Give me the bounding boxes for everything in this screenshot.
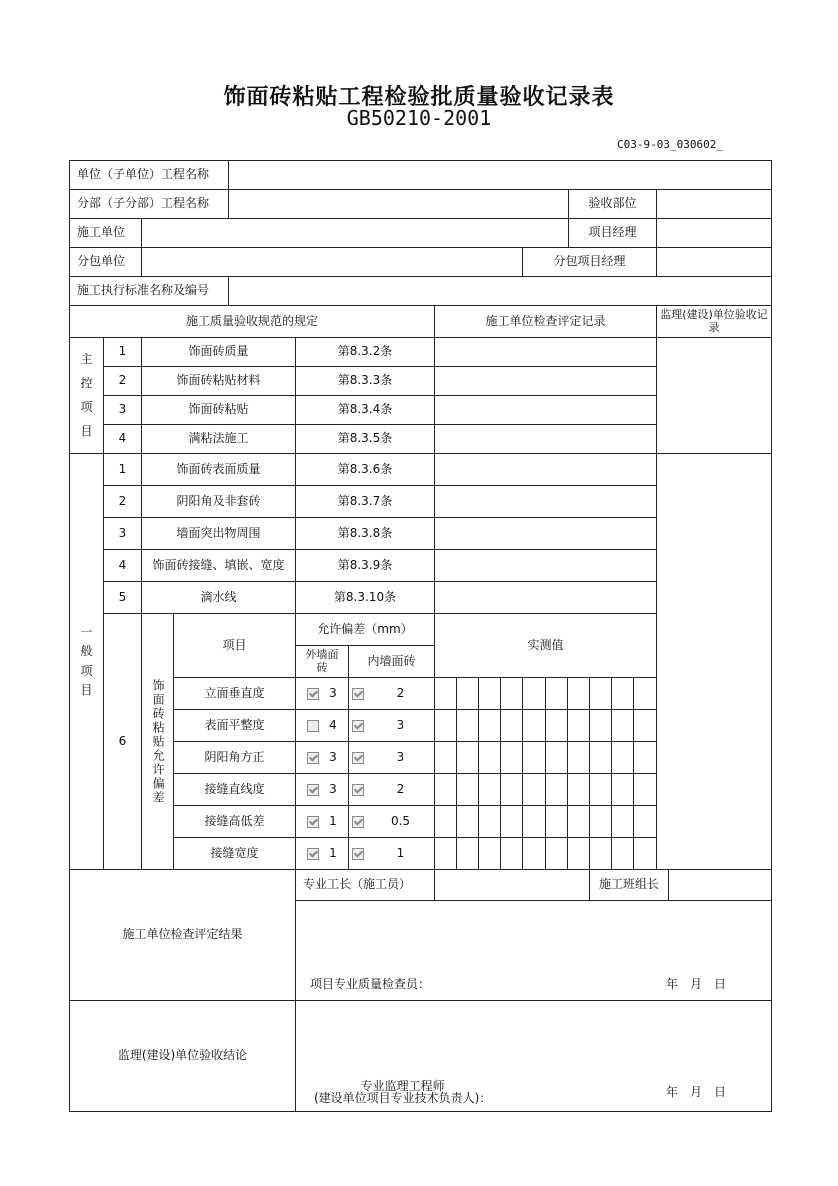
inner-checkbox[interactable] <box>352 720 364 732</box>
general-char: 一 <box>80 625 93 640</box>
deviation-group-label: 饰面砖粘贴允许偏差 <box>141 613 174 870</box>
measured-value-cell[interactable] <box>545 805 568 838</box>
standard-name-field[interactable] <box>228 276 772 306</box>
measured-value-cell[interactable] <box>478 741 501 774</box>
conclusion-label: 监理(建设)单位验收结论 <box>69 1000 296 1112</box>
team-leader-field[interactable] <box>668 869 772 901</box>
item-number: 3 <box>103 517 142 550</box>
inner-value: 0.5 <box>390 813 411 828</box>
deviation-item-name: 表面平整度 <box>173 709 296 742</box>
construction-unit-field[interactable] <box>141 218 569 248</box>
item-name: 墙面突出物周围 <box>141 517 296 550</box>
measured-value-cell[interactable] <box>500 805 523 838</box>
outer-header: 外墙面砖 <box>295 645 349 678</box>
measured-value-cell[interactable] <box>522 805 546 838</box>
measured-value-cell[interactable] <box>633 741 657 774</box>
standard-name-label: 施工执行标准名称及编号 <box>69 276 229 306</box>
item-name: 饰面砖粘贴材料 <box>141 366 296 396</box>
outer-value: 4 <box>329 717 337 732</box>
sub-project-label: 分部（子分部）工程名称 <box>69 189 229 219</box>
measured-value-cell[interactable] <box>567 709 590 742</box>
inner-checkbox[interactable] <box>352 784 364 796</box>
outer-tolerance <box>295 837 349 870</box>
measured-value-cell[interactable] <box>456 773 479 806</box>
check-record-field[interactable] <box>434 581 657 614</box>
outer-checkbox[interactable] <box>307 784 319 796</box>
outer-checkbox[interactable] <box>307 848 319 860</box>
measured-value-cell[interactable] <box>611 741 634 774</box>
measured-value-cell[interactable] <box>545 773 568 806</box>
main-control-supervision-field[interactable] <box>656 337 772 454</box>
inner-header: 内墙面砖 <box>348 645 435 678</box>
inner-value: 2 <box>396 685 405 700</box>
subcontract-unit-label: 分包单位 <box>69 247 142 277</box>
outer-checkbox[interactable] <box>307 752 319 764</box>
deviation-item-name: 立面垂直度 <box>173 677 296 710</box>
item-clause: 第8.3.8条 <box>295 517 435 550</box>
deviation-item-name: 阴阳角方正 <box>173 741 296 774</box>
item-clause: 第8.3.4条 <box>295 395 435 425</box>
outer-value: 1 <box>329 813 337 828</box>
check-record-field[interactable] <box>434 485 657 518</box>
item-number: 4 <box>103 424 142 454</box>
measured-value-cell[interactable] <box>500 773 523 806</box>
item-clause: 第8.3.7条 <box>295 485 435 518</box>
project-manager-field[interactable] <box>656 218 772 248</box>
measured-value-cell[interactable] <box>589 709 612 742</box>
inner-tolerance <box>348 709 435 742</box>
measured-value-cell[interactable] <box>478 709 501 742</box>
inner-checkbox[interactable] <box>352 688 364 700</box>
measured-value-cell[interactable] <box>522 709 546 742</box>
check-record-field[interactable] <box>434 549 657 582</box>
outer-checkbox[interactable] <box>307 720 319 732</box>
item-name: 饰面砖接缝、填嵌、宽度 <box>141 549 296 582</box>
check-record-field[interactable] <box>434 366 657 396</box>
measured-value-cell[interactable] <box>567 805 590 838</box>
deviation-item-header: 项目 <box>173 613 296 678</box>
measured-value-cell[interactable] <box>545 837 568 870</box>
outer-value: 3 <box>329 781 337 796</box>
supervision-record-header: 监理(建设)单位验收记录 <box>656 305 772 338</box>
item-number: 3 <box>103 395 142 425</box>
measured-value-cell[interactable] <box>434 709 457 742</box>
inner-checkbox[interactable] <box>352 848 364 860</box>
measured-value-cell[interactable] <box>434 773 457 806</box>
outer-tolerance <box>295 773 349 806</box>
item-clause: 第8.3.5条 <box>295 424 435 454</box>
inner-tolerance <box>348 741 435 774</box>
item-name: 饰面砖粘贴 <box>141 395 296 425</box>
result-field[interactable] <box>295 900 772 1001</box>
conclusion-date: 年 月 日 <box>665 1084 726 1099</box>
construction-unit-label: 施工单位 <box>69 218 142 248</box>
item-clause: 第8.3.2条 <box>295 337 435 367</box>
measured-value-cell[interactable] <box>456 805 479 838</box>
inner-checkbox[interactable] <box>352 816 364 828</box>
measured-value-cell[interactable] <box>478 677 501 710</box>
measured-value-cell[interactable] <box>456 741 479 774</box>
project-manager-label: 项目经理 <box>568 218 657 248</box>
measured-value-cell[interactable] <box>522 677 546 710</box>
subcontract-unit-field[interactable] <box>141 247 523 277</box>
measured-value-cell[interactable] <box>434 741 457 774</box>
standard-code: GB50210-2001 <box>346 106 492 130</box>
measured-value-cell[interactable] <box>567 837 590 870</box>
unit-project-label: 单位（子单位）工程名称 <box>69 160 229 190</box>
measured-value-cell[interactable] <box>589 773 612 806</box>
item-number: 2 <box>103 366 142 396</box>
allow-header: 允许偏差（mm） <box>295 613 435 646</box>
inner-tolerance <box>348 805 435 838</box>
general-char: 项 <box>80 663 93 678</box>
item-number: 1 <box>103 337 142 367</box>
measured-value-cell[interactable] <box>633 677 657 710</box>
deviation-item-name: 接缝直线度 <box>173 773 296 806</box>
acceptance-part-label: 验收部位 <box>568 189 657 219</box>
inner-value: 3 <box>396 749 405 764</box>
measured-value-cell[interactable] <box>478 773 501 806</box>
subcontract-manager-field[interactable] <box>656 247 772 277</box>
measured-value-cell[interactable] <box>633 773 657 806</box>
engineer-signature <box>314 1080 491 1105</box>
item-clause: 第8.3.6条 <box>295 453 435 486</box>
inner-value: 3 <box>396 717 405 732</box>
outer-value: 3 <box>329 749 337 764</box>
result-label: 施工单位检查评定结果 <box>69 869 296 1001</box>
measured-value-cell[interactable] <box>500 709 523 742</box>
main-control-char: 项 <box>80 399 93 414</box>
deviation-item-name: 接缝高低差 <box>173 805 296 838</box>
item-name: 饰面砖质量 <box>141 337 296 367</box>
outer-value: 3 <box>329 685 337 700</box>
main-control-label <box>69 337 104 454</box>
item-name: 阴阳角及非套砖 <box>141 485 296 518</box>
main-control-char: 主 <box>80 352 93 367</box>
outer-value: 1 <box>329 845 337 860</box>
outer-tolerance <box>295 677 349 710</box>
check-record-field[interactable] <box>434 424 657 454</box>
check-record-field[interactable] <box>434 453 657 486</box>
inner-tolerance <box>348 677 435 710</box>
item-clause: 第8.3.9条 <box>295 549 435 582</box>
measured-value-cell[interactable] <box>434 837 457 870</box>
measured-value-cell[interactable] <box>545 677 568 710</box>
foreman-field[interactable] <box>434 869 590 901</box>
measured-value-cell[interactable] <box>589 741 612 774</box>
measured-value-cell[interactable] <box>522 837 546 870</box>
measured-header: 实测值 <box>434 613 657 678</box>
acceptance-part-field[interactable] <box>656 189 772 219</box>
inner-tolerance <box>348 773 435 806</box>
measured-value-cell[interactable] <box>478 837 501 870</box>
result-date: 年 月 日 <box>665 976 726 991</box>
measured-value-cell[interactable] <box>611 805 634 838</box>
item-number: 1 <box>103 453 142 486</box>
unit-project-field[interactable] <box>228 160 772 190</box>
deviation-item-name: 接缝宽度 <box>173 837 296 870</box>
inner-value: 2 <box>396 781 405 796</box>
measured-value-cell[interactable] <box>567 773 590 806</box>
team-leader-label: 施工班组长 <box>589 869 669 901</box>
inner-checkbox[interactable] <box>352 752 364 764</box>
measured-value-cell[interactable] <box>500 741 523 774</box>
measured-value-cell[interactable] <box>456 709 479 742</box>
inner-tolerance <box>348 837 435 870</box>
measured-value-cell[interactable] <box>478 805 501 838</box>
measured-value-cell[interactable] <box>500 677 523 710</box>
measured-value-cell[interactable] <box>611 837 634 870</box>
outer-tolerance <box>295 709 349 742</box>
measured-value-cell[interactable] <box>633 709 657 742</box>
measured-value-cell[interactable] <box>611 773 634 806</box>
measured-value-cell[interactable] <box>545 741 568 774</box>
item-number: 2 <box>103 485 142 518</box>
conclusion-field[interactable] <box>295 1000 772 1112</box>
measured-value-cell[interactable] <box>633 805 657 838</box>
measured-value-cell[interactable] <box>589 677 612 710</box>
outer-tolerance <box>295 741 349 774</box>
main-control-char: 控 <box>80 376 93 391</box>
measured-value-cell[interactable] <box>611 709 634 742</box>
item-number: 5 <box>103 581 142 614</box>
general-char: 目 <box>80 682 93 697</box>
general-char: 般 <box>80 644 93 659</box>
outer-checkbox[interactable] <box>307 816 319 828</box>
measured-value-cell[interactable] <box>589 837 612 870</box>
measured-value-cell[interactable] <box>456 677 479 710</box>
check-record-field[interactable] <box>434 517 657 550</box>
form-code: C03-9-03_030602_ <box>617 138 723 151</box>
measured-value-cell[interactable] <box>522 741 546 774</box>
item-number: 4 <box>103 549 142 582</box>
engineer-line2: (建设单位项目专业技术负责人)： <box>314 1091 492 1106</box>
check-record-header: 施工单位检查评定记录 <box>434 305 657 338</box>
inspector-label: 项目专业质量检查员： <box>310 976 431 991</box>
measured-value-cell[interactable] <box>434 805 457 838</box>
item-clause: 第8.3.3条 <box>295 366 435 396</box>
item-name: 满粘法施工 <box>141 424 296 454</box>
measured-value-cell[interactable] <box>456 837 479 870</box>
general-label <box>69 453 104 870</box>
measured-value-cell[interactable] <box>434 677 457 710</box>
measured-value-cell[interactable] <box>545 709 568 742</box>
main-control-char: 目 <box>80 423 93 438</box>
general-supervision-field[interactable] <box>656 453 772 870</box>
item-number: 6 <box>103 613 142 870</box>
outer-checkbox[interactable] <box>307 688 319 700</box>
engineer-line1: 专业监理工程师 <box>360 1078 445 1093</box>
outer-tolerance <box>295 805 349 838</box>
check-record-field[interactable] <box>434 337 657 367</box>
foreman-label: 专业工长（施工员） <box>295 869 435 901</box>
measured-value-cell[interactable] <box>589 805 612 838</box>
form-title: 饰面砖粘贴工程检验批质量验收记录表 <box>223 84 615 110</box>
inner-value: 1 <box>396 845 405 860</box>
measured-value-cell[interactable] <box>611 677 634 710</box>
measured-value-cell[interactable] <box>522 773 546 806</box>
item-clause: 第8.3.10条 <box>295 581 435 614</box>
item-name: 饰面砖表面质量 <box>141 453 296 486</box>
measured-value-cell[interactable] <box>633 837 657 870</box>
item-name: 滴水线 <box>141 581 296 614</box>
measured-value-cell[interactable] <box>500 837 523 870</box>
check-record-field[interactable] <box>434 395 657 425</box>
sub-project-field[interactable] <box>228 189 569 219</box>
measured-value-cell[interactable] <box>567 741 590 774</box>
measured-value-cell[interactable] <box>567 677 590 710</box>
subcontract-manager-label: 分包项目经理 <box>522 247 657 277</box>
spec-header: 施工质量验收规范的规定 <box>69 305 435 338</box>
